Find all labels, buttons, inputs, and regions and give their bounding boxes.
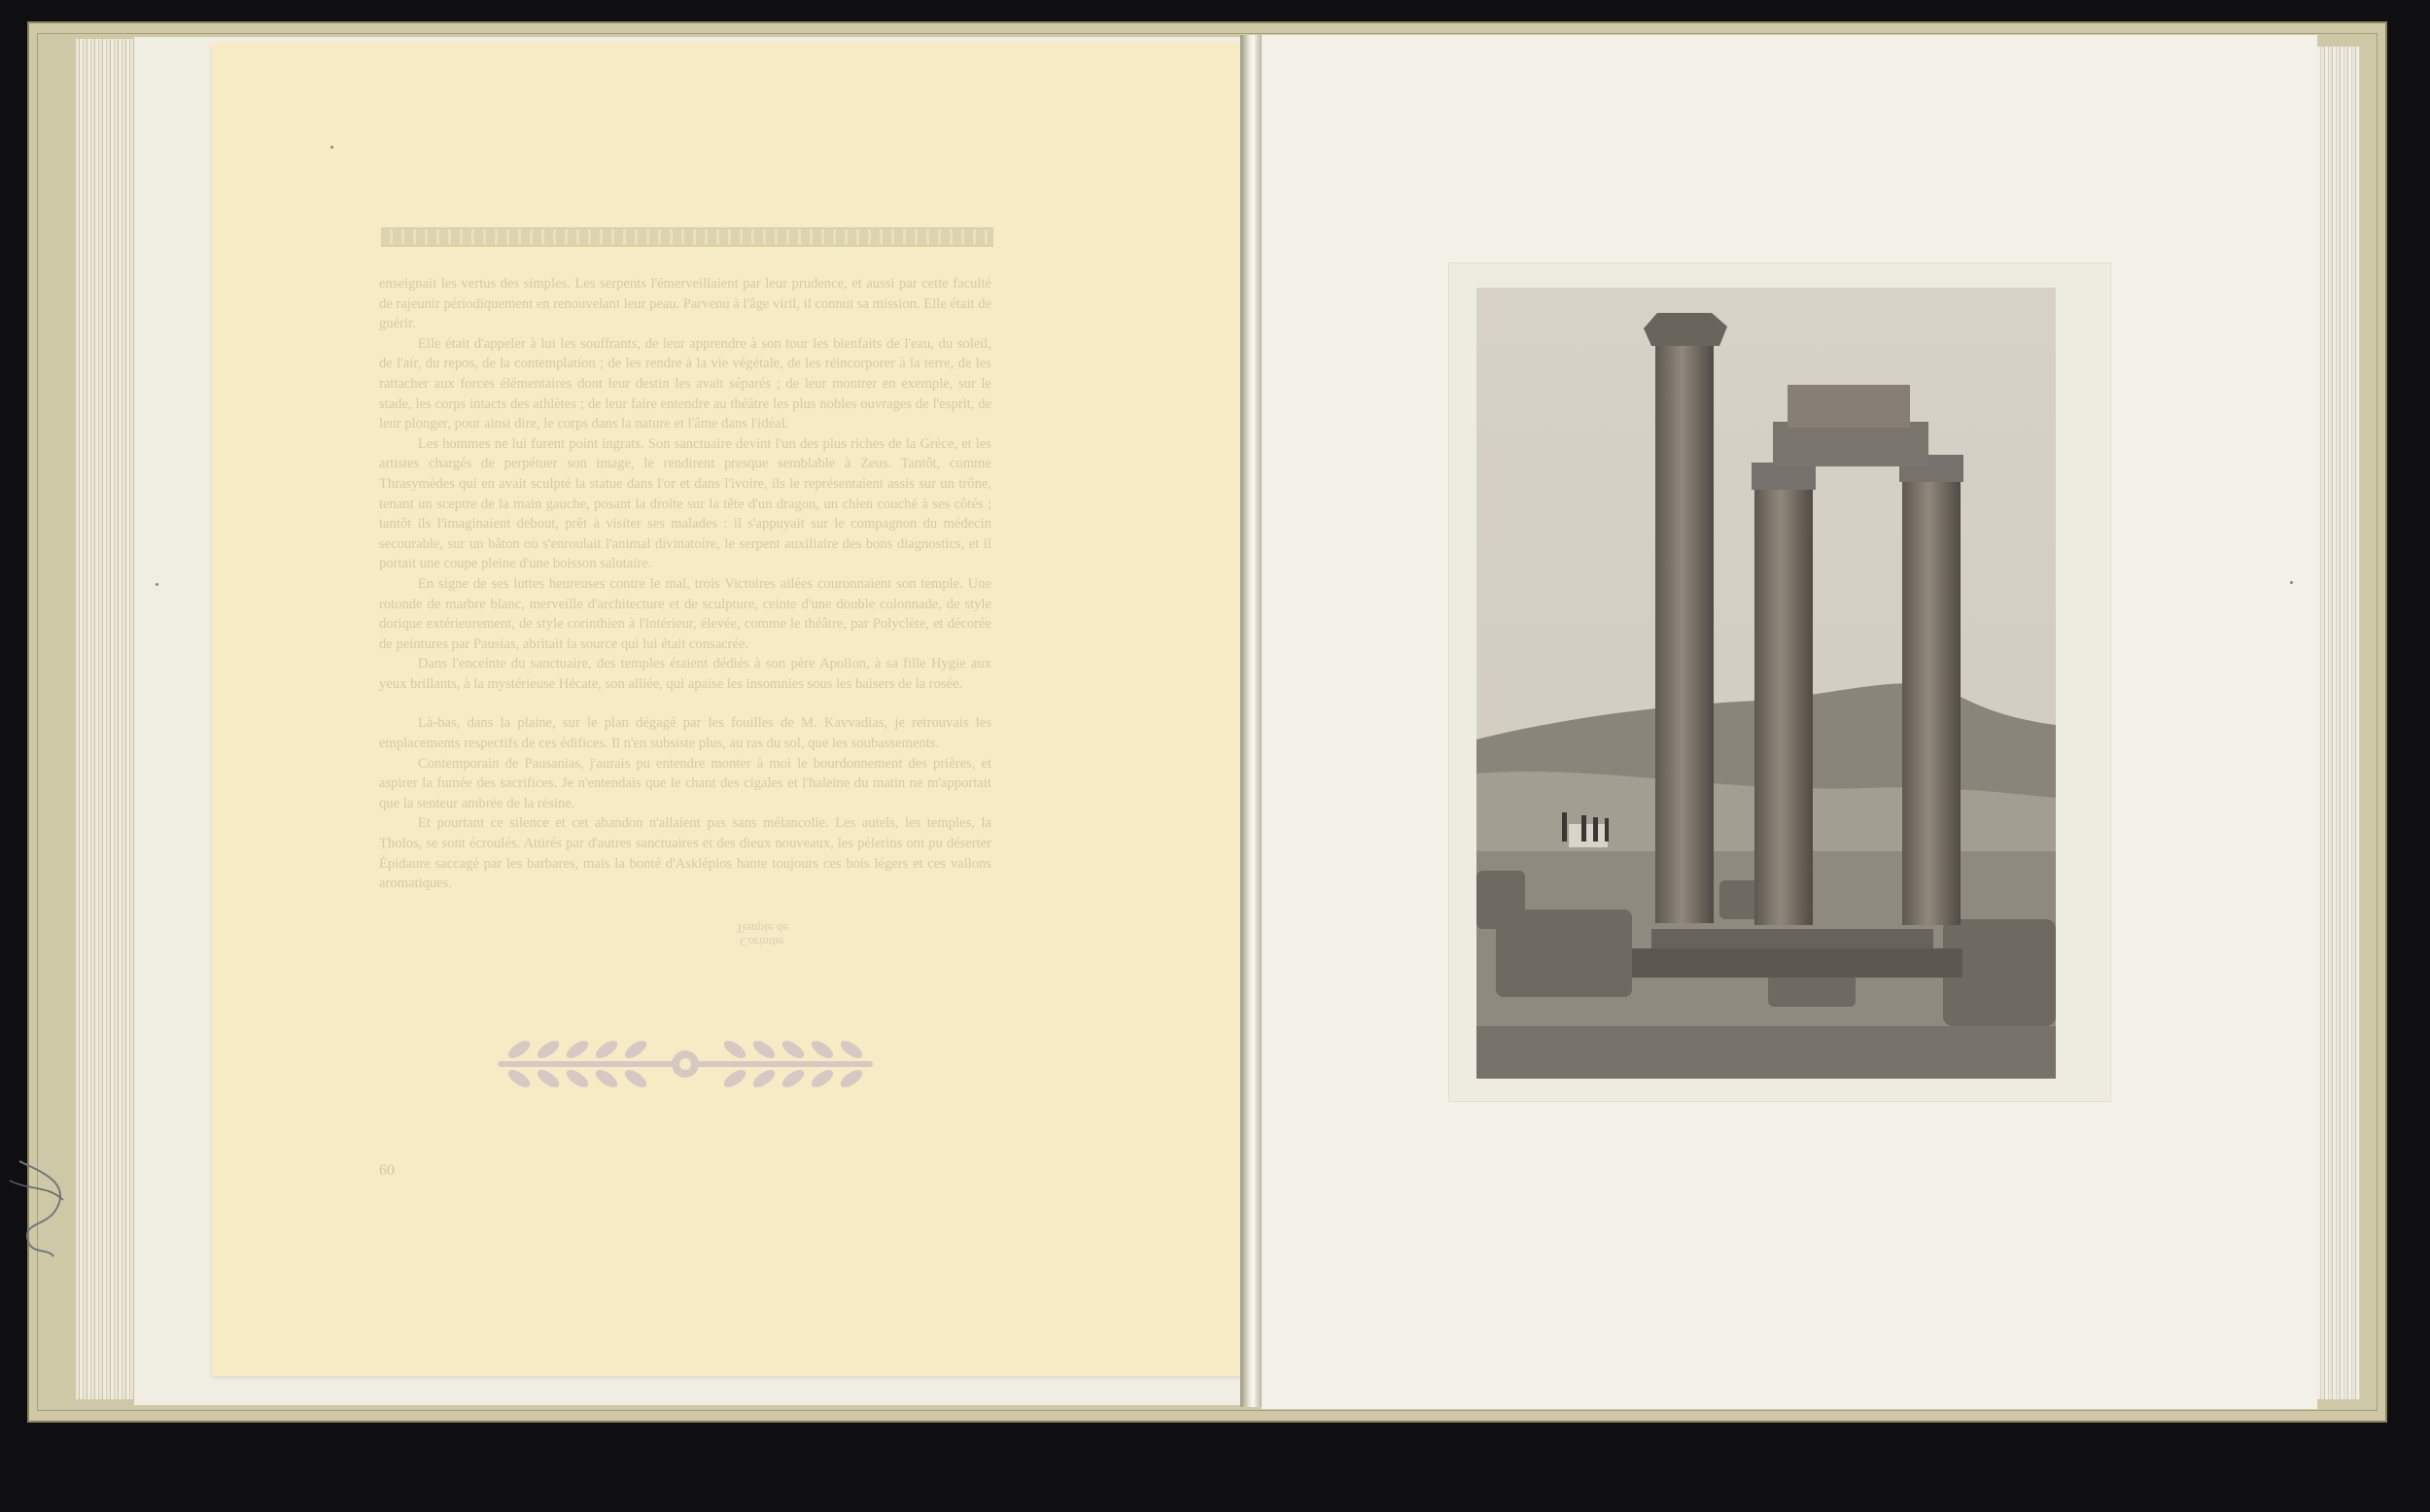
paragraph: Elle était d'appeler à lui les souffrants, de leur apprendre à son tour les bienfaits de l'eau, du soleil, de l'air, du repos, de la contemplation ; de les rendre à la vie végétale, de les réincorporer à la terre, de les rattacher aux forces élémentaires dont leur destin les avait séparés ; de leur montrer en exemple, sur le stade, les corps intacts des athlètes ; de leur faire entendre au théâtre les plus nobles ouvrages de l'esprit, de leur plonger, pour ainsi dire, le corps dans la nature et l'âme dans l'idéal. [379,335,991,432]
paragraph: En signe de ses luttes heureuses contre le mal, trois Victoires ailées couronnaient son temple. Une rotonde de marbre blanc, merveille d'architecture et de sculpture, ceinte d'une double colonnade, de style dorique extérieurement, de style corinthien à l'intérieur, élevée, comme le théâtre, par Polyclète, et décorée de peintures par Pausias, abritait la source qui lui était consacrée. [379,575,991,652]
caption-line: Corinthe [740,935,784,949]
loose-thread [0,1151,78,1258]
page-dot [2290,581,2293,584]
greek-key-border [381,227,993,247]
page-dot [330,146,333,149]
right-page-edges [2313,47,2360,1399]
paragraph: Là-bas, dans la plaine, sur le plan dégagé par les fouilles de M. Kavvadias, je retrouvais les emplacements respectifs de ces édifices. Il n'en subsiste plus, au ras du sol, que les soubassements. [379,715,991,752]
page-dot [156,583,158,586]
body-text [379,274,991,894]
paragraph: Les hommes ne lui furent point ingrats. Son sanctuaire devint l'un des plus riches de la Grèce, et les artistes chargés de perpétuer son image, le rendirent presque semblable à Zeus. Tantôt, comme Thrasymèdes qui en avait sculpté la statue dans l'or et dans l'ivoire, ils le représentaient assis sur un trône, tenant un sceptre de la main gauche, posant la droite sur la tête d'un dragon, un chien couché à ses côtés ; tantôt ils l'imaginaient debout, prêt à visiter ses malades : il s'appuyait sur le compagnon du médecin secourable, sur un bâton où s'enroulait l'animal divinatoire, le serpent auxiliaire des bons diagnostics, et il portait une coupe pleine d'une boisson salutaire. [379,435,991,572]
paragraph: Contemporain de Pausanias, j'aurais pu entendre monter à moi le bourdonnement des prières, et aspirer la fumée des sacrifices. Je n'entendais que le chant des cigales et l'haleine du matin ne m'apportait que la senteur ambrée de la résine. [379,755,991,811]
paragraph: enseignait les vertus des simples. Les serpents l'émerveillaient par leur prudence, et aussi par cette faculté de rajeunir périodiquement en renouvelant leur peau. Parvenu à l'âge viril, il connut sa mission. Elle était de guérir. [379,276,991,332]
temple-photograph [1476,288,2056,1079]
see-through-caption [694,921,830,948]
paragraph: Et pourtant ce silence et cet abandon n'allaient pas sans mélancolie. Les autels, les temples, la Tholos, se sont écroulés. Attirés par d'autres sanctuaires et des dieux nouveaux, les pèlerins ont pu déserter Épidaure saccagé par les barbares, mais la bonté d'Asklépios hante toujours ces bois légers et ces vallons aromatiques. [379,815,991,892]
caption-line: Temple de [735,921,789,936]
paragraph: Dans l'enceinte du sanctuaire, des temples étaient dédiés à son père Apollon, à sa fille Hygie aux yeux brillants, à la mystérieuse Hécate, son alliée, qui apaise les insomnies sous les baisers de la rosée. [379,656,991,692]
book-gutter [1240,35,1262,1407]
page-number: 60 [379,1162,395,1179]
floral-ornament [490,1038,881,1092]
